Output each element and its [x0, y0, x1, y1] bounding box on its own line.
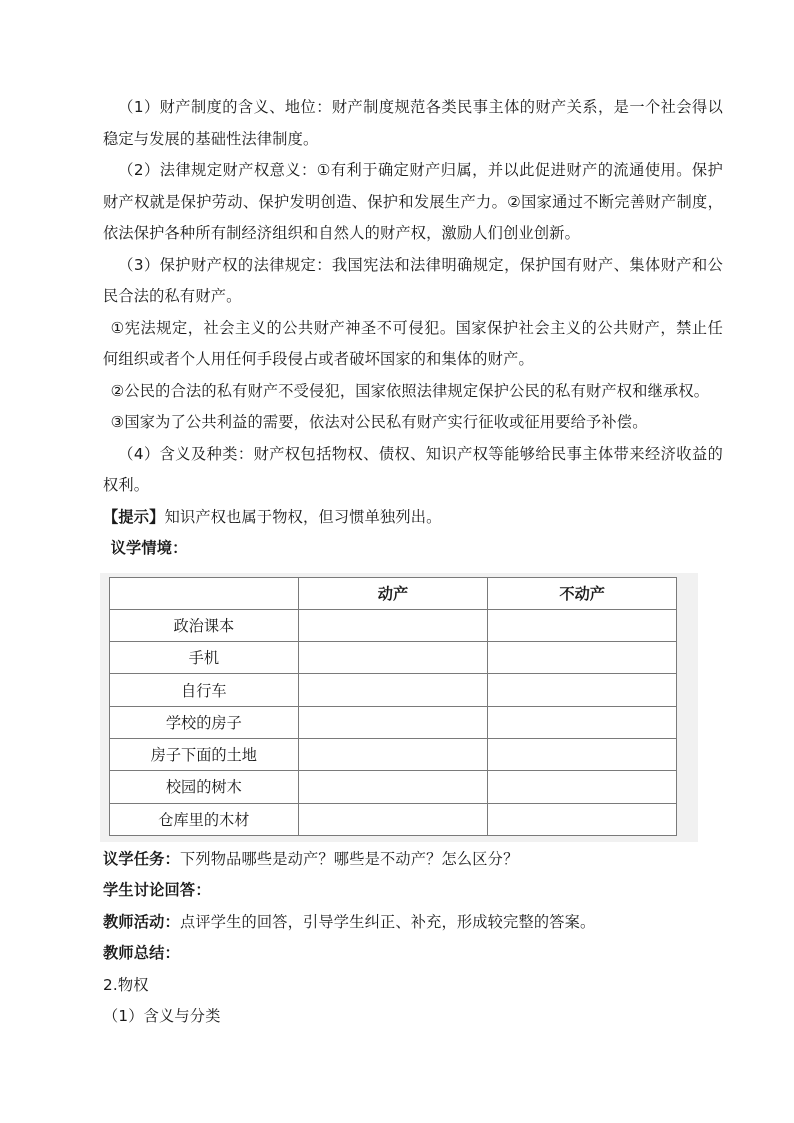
paragraph-meaning-types: （4）含义及种类：财产权包括物权、债权、知识产权等能够给民事主体带来经济收益的权利。 [103, 444, 723, 494]
paragraph-legal-provisions: （3）保护财产权的法律规定：我国宪法和法律明确规定，保护国有财产、集体财产和公民合法的私有财产。 [103, 255, 723, 305]
table-item-cell: 手机 [110, 642, 299, 674]
paragraph-constitution-public-property: ①宪法规定，社会主义的公共财产神圣不可侵犯。国家保护社会主义的公共财产，禁止任何组织或者个人用任何手段侵占或者破坏国家的和集体的财产。 [103, 318, 723, 368]
table-immovable-cell [488, 609, 677, 641]
table-movable-cell [298, 706, 488, 738]
paragraph-private-property: ②公民的合法的私有财产不受侵犯，国家依照法律规定保护公民的私有财产权和继承权。 [110, 381, 710, 400]
task-label: 议学任务： [103, 849, 180, 868]
paragraph-tip [103, 502, 723, 534]
table-header-immovable: 不动产 [488, 577, 677, 609]
situation-heading: 议学情境： [110, 539, 188, 557]
table-item-cell: 校园的树木 [110, 771, 299, 803]
property-table-frame [100, 573, 698, 842]
table-header-cell [110, 577, 299, 609]
table-immovable-cell [488, 674, 677, 706]
task-text: 下列物品哪些是动产？哪些是不动产？怎么区分？ [179, 849, 519, 868]
paragraph-teacher-activity [103, 907, 723, 939]
table-row [110, 771, 677, 803]
paragraph-property-system: （1）财产制度的含义、地位：财产制度规范各类民事主体的财产关系，是一个社会得以稳定与发展的基础性法律制度。 [103, 98, 723, 148]
table-header-row [110, 577, 677, 609]
table-immovable-cell [488, 771, 677, 803]
discuss-heading: 学生讨论回答： [103, 881, 211, 900]
document-content [103, 92, 723, 1033]
table-movable-cell [298, 674, 488, 706]
table-item-cell: 仓库里的木材 [110, 803, 299, 835]
property-classification-table [109, 577, 677, 836]
table-item-cell: 政治课本 [110, 609, 299, 641]
table-row [110, 706, 677, 738]
table-immovable-cell [488, 642, 677, 674]
table-row [110, 642, 677, 674]
table-immovable-cell [488, 738, 677, 770]
table-movable-cell [298, 642, 488, 674]
teacher-summary-heading: 教师总结： [103, 944, 180, 963]
table-movable-cell [298, 609, 488, 641]
table-immovable-cell [488, 706, 677, 738]
section-title: 2.物权 [103, 975, 149, 994]
table-item-cell: 学校的房子 [110, 706, 299, 738]
teacher-activity-label: 教师活动： [103, 912, 180, 931]
table-row [110, 738, 677, 770]
tip-text: 知识产权也属于物权，但习惯单独列出。 [164, 507, 442, 526]
paragraph-legal-significance: （2）法律规定财产权意义：①有利于确定财产归属，并以此促进财产的流通使用。保护财产权就是保护劳动、保护发明创造、保护和发展生产力。②国家通过不断完善财产制度，依法保护各种所有制经济组织和自然人的财产权，激励人们创业创新。 [103, 161, 723, 242]
table-immovable-cell [488, 803, 677, 835]
table-movable-cell [298, 738, 488, 770]
table-row [110, 674, 677, 706]
table-header-movable: 动产 [298, 577, 488, 609]
teacher-activity-text: 点评学生的回答，引导学生纠正、补充，形成较完整的答案。 [179, 912, 596, 931]
table-item-cell: 自行车 [110, 674, 299, 706]
sub-section-title: （1）含义与分类 [103, 1007, 221, 1026]
paragraph-task [103, 844, 723, 876]
table-movable-cell [298, 803, 488, 835]
table-movable-cell [298, 771, 488, 803]
table-row [110, 609, 677, 641]
table-item-cell: 房子下面的土地 [110, 738, 299, 770]
paragraph-expropriation: ③国家为了公共利益的需要，依法对公民私有财产实行征收或征用要给予补偿。 [110, 413, 648, 431]
tip-label: 【提示】 [103, 507, 165, 526]
table-row [110, 803, 677, 835]
